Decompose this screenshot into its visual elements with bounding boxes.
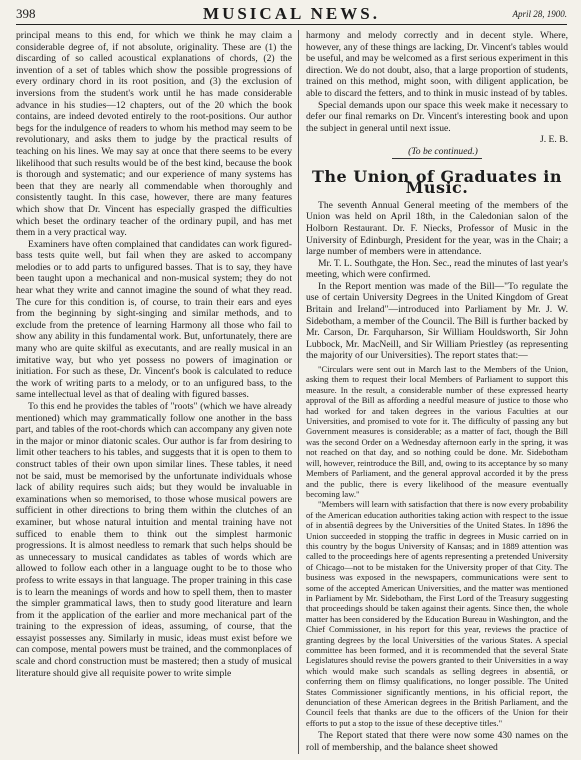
page-number: 398 bbox=[16, 6, 36, 21]
section-heading: The Union of Graduates in Music. bbox=[312, 166, 562, 198]
issue-date: April 28, 1900. bbox=[512, 9, 567, 19]
continued-note: (To be continued.) bbox=[408, 145, 478, 157]
paragraph: The seventh Annual General meeting of the members of the Union was held on April 18th, in the Caledonian salon of the Holborn Restaurant. Dr. F. Niecks, Professor of Music in the University of Edinburgh, President for the year, was in the Chair; a large number of members were in attendance. bbox=[306, 199, 568, 258]
paragraph: harmony and melody correctly and in decent style. Where, however, any of these things are lacking, Dr. Vincent's tables would be useful, and may be welcomed as a first serious experiment in this direction. We do not doubt, also, that a large proportion of students, trained on this method, might soon, with diligent application, be able to discard the fetters, and to think in music instead of by tables. bbox=[306, 30, 568, 99]
page-header bbox=[16, 4, 567, 24]
column-divider bbox=[298, 30, 299, 754]
quoted-paragraph: "Members will learn with satisfaction that there is now every probability of the American education authorities taking action with respect to the issue of in absentiâ degrees by the Universities of the United States. In 1896 the Union succeeded in stopping the traffic in degrees in Music carried on in this country by the bogus University of Kansas; and in 1889 attention was called to the proceedings here of agents representing a pretended University of Chicago—not to be mistaken for the University proper of that City. The business was exposed in the newspapers, communications were sent to some of the accepted American Universities, and the matter was mentioned in Parliament by Mr. Sidebotham, the First Lord of the Treasury suggesting that proceedings should be taken against their agents. Since then, the whole matter has been considered by the Education Bureau in Washington, and the Chief Commissioner, in his report for this year, reviews the practice of granting degrees by the local Universities of the various States. A special committee has been formed, and it is recommended that the several State Legislatures should revise the powers granted to their Universities in a way which would make such scandals as selling degrees in absentiâ, or conferring them on flimsy qualifications, no longer possible. The United States Commissioner significantly mentions, in his official report, the denunciation of these American degrees in the British Parliament, and the Council feels that thanks are due to the officers of the Union for their efforts to put a stop to the issue of these deceptive titles." bbox=[306, 499, 568, 728]
report-quotation bbox=[306, 364, 568, 728]
quoted-paragraph: "Circulars were sent out in March last to the Members of the Union, asking them to request their local Members of Parliament to support this measure. In the result, a considerable number of these expressed hearty approval of the Bill as affording a needful measure of justice to those who had worked for and taken degrees in the various Faculties at our Universities, and promised to vote for it. The difficulty of passing any but Government measures is considerable; as a matter of fact, though the Bill was the second Order on a Wednesday afternoon early in the spring, it was not reached on that day, and so nothing could be done. Mr. Sidebotham will, however, reintroduce the Bill, and, owing to its acceptance by so many Members of Parliament, and the general approval accorded it by the press and the public, there is every likelihood of the measure eventually becoming law." bbox=[306, 364, 568, 499]
paragraph: The Report stated that there were now some 430 names on the roll of membership, and the balance sheet showed bbox=[306, 730, 568, 753]
masthead-title: MUSICAL NEWS. bbox=[203, 4, 380, 23]
paragraph: principal means to this end, for which we think he may claim a considerable degree of, if not absolute, originality. These are (1) the discarding of so called acoustical explanations of chords, (2) the invention of a set of tables which show the possible progressions of every ordinary chord in its root position, and (3) the exclusion of inversions from the student's work until he has made considerable advance in his studies—12 chapters, out of the 20 which the book contains, are indeed devoted entirely to the root-positions. Our author begs for the indulgence of readers to whom his method may seem to be revolutionary, and asks them to judge by the practical results of teaching on his lines. We may say at once that there seems to be every likelihood that such results would be of the best kind, because the book is thorough and systematic; and our experience of many systems has been that they are nearly all commendable when thoroughly and consistently taught. In this case, however, there are many features which show that Dr. Vincent has especially grasped the difficulties which beset the ordinary teacher of the ordinary pupil, and has met them in a very practical way. bbox=[16, 30, 292, 239]
header-rule bbox=[16, 24, 567, 25]
left-column bbox=[16, 30, 292, 754]
paragraph: Mr. T. L. Southgate, the Hon. Sec., read the minutes of last year's meeting, which were confirmed. bbox=[306, 257, 568, 281]
paragraph: Examiners have often complained that candidates can work figured-bass tests quite well, but fail when they are asked to accompany melodies or to add parts to unfigured basses. That is to say, they have been taught upon a mechanical and non-musical system; they do not hear what they write and cannot imagine the sound of what they read. The cure for this condition is, of course, to train their ears and eyes from the beginning by sight-singing and similar methods, and to exclude from the pretence of learning Harmony all those who fail to show any ability in this fundamental work. But, unfortunately, there are many who are quite skilful as executants, and are really musical in an imitative way, but who yet possess no powers of imagination or initiation. For such as these, Dr. Vincent's book is calculated to reduce the work of writing parts to a melody, or to an unfigured bass, to the same intellectual level as that of dealing with figured basses. bbox=[16, 238, 292, 401]
paragraph: In the Report mention was made of the Bill—"To regulate the use of certain University Degrees in the United Kingdom of Great Britain and Ireland"—introduced into Parliament by Mr. J. W. Sidebotham, a member of the Council. The Bill is further backed by Mr. Carson, Dr. Farquharson, Sir William Houldsworth, Sir John Lubbock, Mr. MacNeill, and Sir William Priestley (as representing the majority of our Universities). The report states that:— bbox=[306, 280, 568, 362]
section-divider bbox=[392, 158, 482, 159]
right-column bbox=[306, 30, 568, 754]
paragraph: Special demands upon our space this week make it necessary to defer our final remarks on Dr. Vincent's interesting book and upon the subject in general until next issue. bbox=[306, 99, 568, 134]
author-signature: J. E. B. bbox=[540, 134, 568, 146]
paragraph: To this end he provides the tables of "roots" (which we have already mentioned) which may grammatically follow one another in the bass part, and tables of the root-chords which can accompany any given note in the major or minor diatonic scales. Our author is far from desiring to limit other teachers to his tables, and suggests that it is open to them to construct tables of their own upon similar lines. These tables, it need not be said, must be memorised by the unfortunate individuals whose lack of ability requires such aids; but they would be invaluable in examinations when so memorised, to those whose musical powers are sufficient in other directions to bring them within the clutches of an examiner, but whose natural intuition and mental training have not sufficed to enable them to think out the simplest harmonic progressions. It is almost needless to remark that such helps should be as unnecessary to musical candidates as tables of words which are allowed to follow each other in a language ought to be to those who profess to write essays in that language. The proper training in this case is to learn the meanings of words and how to spell them, then to master the simpler grammatical laws, then to study good literature and learn from it the application of the earlier and more mechanical part of the training to the expression of ideas, assuming, of course, that the essayist possesses any. Similarly in music, ideas must exist before we can compose, mental powers must be trained, and the commonplaces of scale and chord construction must be mastered; then a study of musical literature should give all requisite power to write simple bbox=[16, 401, 292, 679]
